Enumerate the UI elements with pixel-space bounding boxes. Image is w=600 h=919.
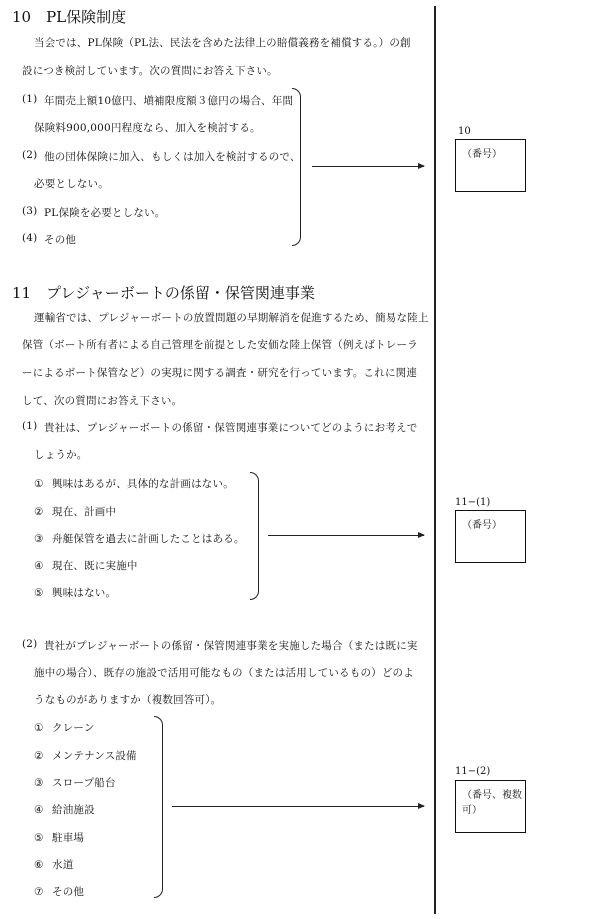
section-10-answer-label: 10 xyxy=(458,126,471,137)
section-11-intro-line-1: 運輸省では、プレジャーボートの放置問題の早期解消を促進するため、簡易な陸上 xyxy=(34,312,429,324)
q2-option-3: ③ スロープ船台 xyxy=(34,777,116,789)
section-10-intro-line-2: 設につき検討しています。次の質問にお答え下さい。 xyxy=(22,65,278,77)
question-2-answer-hint: （番号、複数可） xyxy=(462,790,522,816)
option-1-line-1: 年間売上額10億円、塡補限度額３億円の場合、年間 xyxy=(44,95,294,107)
question-2-answer-box[interactable] xyxy=(455,780,526,833)
option-4-line-1: その他 xyxy=(44,234,77,246)
section-11-title: 11 プレジャーボートの係留・保管関連事業 xyxy=(12,284,315,302)
section-10-answer-box[interactable] xyxy=(455,139,526,192)
q2-option-4: ④ 給油施設 xyxy=(34,804,95,816)
q2-option-1: ① クレーン xyxy=(34,722,95,734)
column-divider xyxy=(434,6,436,914)
option-1-line-2: 保険料900,000円程度なら、加入を検討する。 xyxy=(34,122,261,134)
question-2-number: (2) xyxy=(22,638,38,650)
section-10-title: 10 PL保険制度 xyxy=(12,8,127,26)
section-11-intro-line-2: 保管（ボート所有者による自己管理を前提とした安価な陸上保管（例えばトレーラ xyxy=(22,339,418,351)
section-10-intro-line-1: 当会では、PL保険（PL法、民法を含めた法律上の賠償義務を補償する。）の創 xyxy=(34,37,411,49)
question-1-number: (1) xyxy=(22,420,38,432)
option-3-number: (3) xyxy=(22,205,38,217)
question-1-line-1: 貴社は、プレジャーボートの係留・保管関連事業についてどのようにお考えで xyxy=(44,422,418,434)
question-1-line-2: しょうか。 xyxy=(34,449,88,461)
q1-option-4: ④ 現在、既に実施中 xyxy=(34,560,138,572)
section-10-answer-hint: （番号） xyxy=(462,149,502,160)
question-1-brace xyxy=(250,472,259,600)
option-2-line-1: 他の団体保険に加入、もしくは加入を検討するので、 xyxy=(44,151,301,163)
q1-option-5: ⑤ 興味はない。 xyxy=(34,587,117,599)
question-2-arrow xyxy=(172,806,424,807)
q2-option-7: ⑦ その他 xyxy=(34,886,85,898)
q2-option-6: ⑥ 水道 xyxy=(34,859,74,871)
question-2-line-3: うなものがありますか（複数回答可）。 xyxy=(34,694,222,706)
q1-option-3: ③ 舟艇保管を過去に計画したことはある。 xyxy=(34,533,245,545)
q2-option-5: ⑤ 駐車場 xyxy=(34,832,85,844)
option-3-line-1: PL保険を必要としない。 xyxy=(44,207,166,219)
question-1-arrow xyxy=(268,535,424,536)
question-2-brace xyxy=(154,716,163,898)
q1-option-1: ① 興味はあるが、具体的な計画はない。 xyxy=(34,478,234,490)
option-4-number: (4) xyxy=(22,232,38,244)
section-10-brace xyxy=(292,88,301,246)
section-11-intro-line-4: して、次の質問にお答え下さい。 xyxy=(22,395,183,407)
q1-option-2: ② 現在、計画中 xyxy=(34,506,117,518)
section-11-intro-line-3: ーによるボート保管など）の実現に関する調査・研究を行っています。これに関連 xyxy=(22,367,418,379)
question-1-answer-label: 11−(1) xyxy=(455,497,491,508)
question-2-line-1: 貴社がプレジャーボートの係留・保管関連事業を実施した場合（または既に実 xyxy=(44,640,418,652)
option-1-number: (1) xyxy=(22,93,38,105)
option-2-number: (2) xyxy=(22,149,38,161)
question-1-answer-box[interactable] xyxy=(455,510,526,563)
question-1-answer-hint: （番号） xyxy=(462,520,502,531)
section-10-arrow xyxy=(312,166,424,167)
question-2-line-2: 施中の場合）、既存の施設で活用可能なもの（または活用しているもの）どのよ xyxy=(34,667,414,679)
question-2-answer-label: 11−(2) xyxy=(455,766,491,777)
option-2-line-2: 必要としない。 xyxy=(34,178,109,190)
q2-option-2: ② メンテナンス設備 xyxy=(34,750,137,762)
